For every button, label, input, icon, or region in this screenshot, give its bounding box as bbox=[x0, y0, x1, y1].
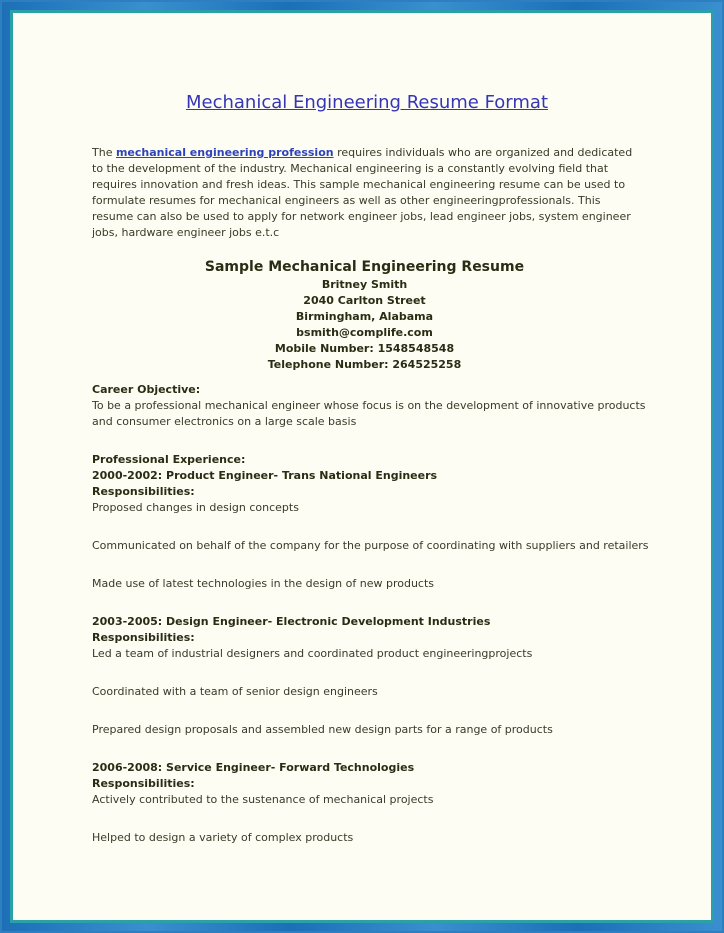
responsibility-item: Coordinated with a team of senior design engineers bbox=[92, 685, 378, 698]
job-section-2 bbox=[92, 614, 652, 738]
intro-post: requires individuals who are organized and dedicated to the development of the industry. Mechanical engineering is a constantly evolving field that requires innovation and fresh ideas. This sample mechanical engineering resume can be used to formulate resumes for mechanical engineers as well as other engineeringprofessionals. This resume can also be used to apply for network engineer jobs, lead engineer jobs, system engineer jobs, hardware engineer jobs e.t.c bbox=[92, 146, 633, 239]
document-sheet bbox=[10, 10, 714, 923]
responsibility-item: Proposed changes in design concepts bbox=[92, 501, 299, 514]
intro-paragraph bbox=[92, 145, 637, 241]
email-address: bsmith@complife.com bbox=[296, 326, 433, 339]
job-section-3 bbox=[92, 760, 652, 846]
career-objective-section bbox=[92, 382, 652, 430]
objective-text: To be a professional mechanical engineer whose focus is on the development of innovative products and consumer electronics on a large scale basis bbox=[92, 399, 646, 428]
responsibility-item: Led a team of industrial designers and coordinated product engineeringprojects bbox=[92, 647, 533, 660]
page-title[interactable]: Mechanical Engineering Resume Format bbox=[185, 92, 549, 113]
experience-section bbox=[92, 452, 652, 592]
responsibility-item: Actively contributed to the sustenance of mechanical projects bbox=[92, 793, 434, 806]
street-address: 2040 Carlton Street bbox=[303, 294, 426, 307]
profession-link[interactable]: mechanical engineering profession bbox=[115, 146, 334, 159]
city-state: Birmingham, Alabama bbox=[295, 310, 434, 323]
mobile-number: Mobile Number: 1548548548 bbox=[274, 342, 455, 355]
resume-heading: Sample Mechanical Engineering Resume bbox=[204, 259, 525, 275]
experience-label: Professional Experience: bbox=[92, 453, 246, 466]
objective-label: Career Objective: bbox=[92, 383, 201, 396]
responsibility-item: Communicated on behalf of the company for the purpose of coordinating with suppliers and retailers bbox=[92, 539, 649, 552]
responsibilities-label: Responsibilities: bbox=[92, 631, 195, 644]
intro-pre: The bbox=[92, 146, 116, 159]
job-title: 2000-2002: Product Engineer- Trans National Engineers bbox=[92, 469, 438, 482]
responsibilities-label: Responsibilities: bbox=[92, 485, 195, 498]
page-frame bbox=[2, 2, 722, 931]
responsibility-item: Helped to design a variety of complex products bbox=[92, 831, 354, 844]
telephone-number: Telephone Number: 264525258 bbox=[267, 358, 462, 371]
resume-header bbox=[92, 257, 637, 373]
job-title: 2003-2005: Design Engineer- Electronic Development Industries bbox=[92, 615, 491, 628]
responsibility-item: Made use of latest technologies in the design of new products bbox=[92, 577, 435, 590]
responsibility-item: Prepared design proposals and assembled new design parts for a range of products bbox=[92, 723, 553, 736]
candidate-name: Britney Smith bbox=[321, 278, 408, 291]
responsibilities-label: Responsibilities: bbox=[92, 777, 195, 790]
job-title: 2006-2008: Service Engineer- Forward Technologies bbox=[92, 761, 415, 774]
